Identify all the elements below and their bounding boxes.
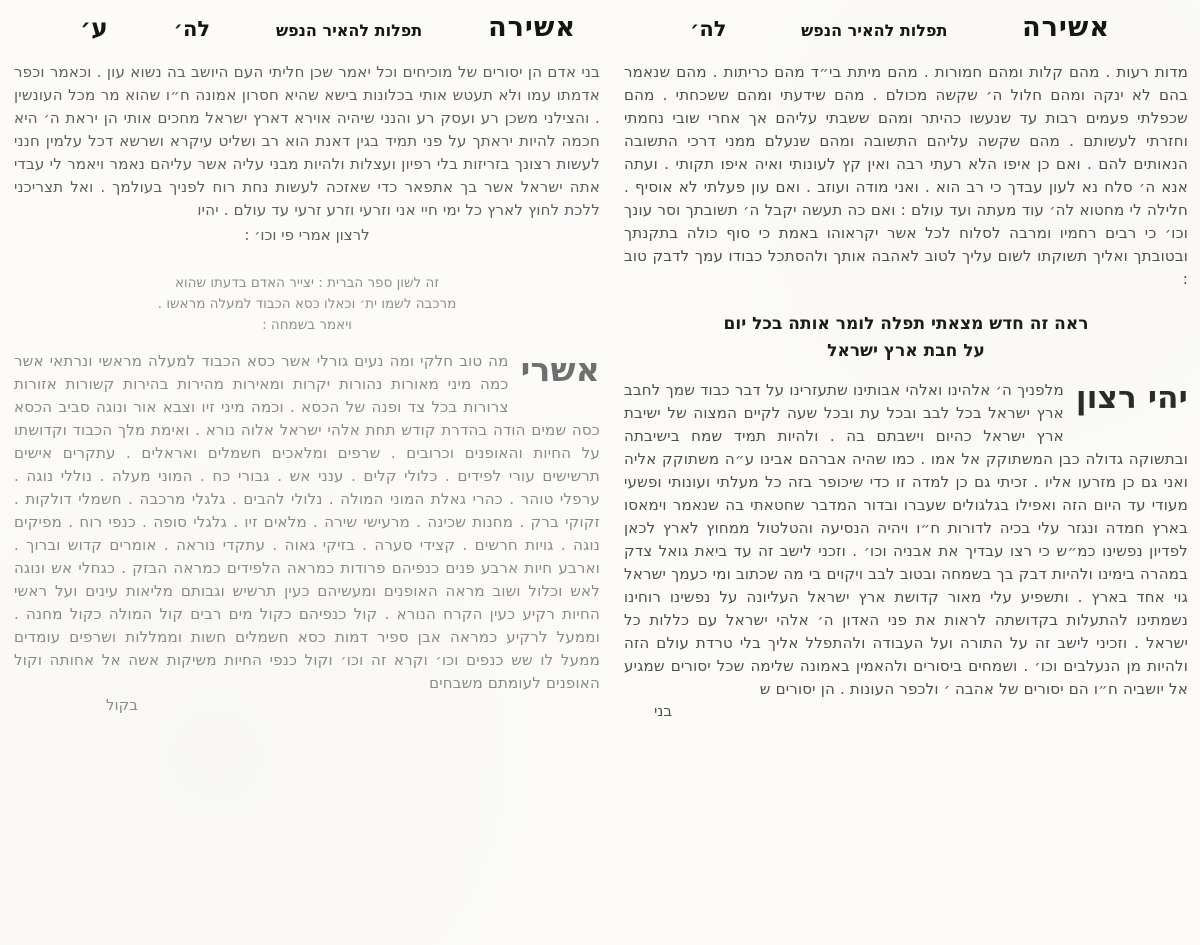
yehi-ratzon-prayer-text: מלפניך ה׳ אלהינו ואלהי אבותינו שתעזרינו על דבר כבוד שמך לחבב ארץ ישראל בכל לבב ובכל עת ובכל שעה לקיים המצוה של ישיבת ארץ ישראל כהיום וישבתם בה . ולהיות תמיד שמח בישיבתה ובתשוקה גדולה כבן המשתוקק אל אמו . כמו שהיה אברהם אבינו ע״ה משתוקק אליה ואני גם כן מזרעו אליו . זכיתי גם כן למדה זו כדי שיכופר בזה כל מעלתי ועונותי ופשעי מעודי עד היום הזה ואפילו בגלגולים שעברו ובדור המדבר שחטאתי בה שנאמר וימאסו בארץ חמדה ונגזר עלי בכיה לדורות ח״ו ויהיה הנסיעה והטלטול ממחוץ לארץ לכאן לפדיון נפשינו כמ״ש כי רצו עבדיך את אבניה וכו׳ . וזכני לישב זה עד ביאת גואל צדק במהרה בימינו ולהיות דבק בך בשמחה ובטוב לבב ויקוים בי מה שכתוב ומי כעמך ישראל גוי אחד בארץ . ותשפיע עלי מאור קדושת ארץ ישראל העליונה על נפשינו רוחינו נשמתינו להתעלות בקדושתה לראות את פני האדון ה׳ אלהי ישראל עם כללות כל ישראל . וזכיני לישב זה על התורה ועל העבודה ולהתפלל אליך בלי טרדת עולם הזה ולהיות מן הנעלבים וכו׳ . ושמחים ביסורים ולהאמין באמונה שלימה שכל יסורים שמגיע אל יושביה ח״ו הם יסורים של אהבה ׳ ולכפר העונות . הן יסורים ש [624, 381, 1188, 698]
heading-line: ראה זה חדש מצאתי תפלה לומר אותה בכל יום [723, 314, 1089, 334]
page-right [624, 0, 1188, 720]
note-line: ויאמר בשמחה : [262, 317, 352, 333]
ashrei-opening-word: אשרי [520, 350, 600, 389]
left-catchword: בקול [106, 696, 138, 714]
note-line: מרכבה לשמו ית׳ וכאלו כסא הכבוד למעלה מראשו . [157, 296, 457, 312]
right-catchword: בני [654, 702, 673, 720]
section-title: תפלות להאיר הנפש [275, 21, 423, 40]
sefer-habrit-note [14, 273, 600, 336]
new-prayer-heading [624, 311, 1188, 365]
left-page-header [14, 12, 600, 43]
folio-number: לה׳ [690, 17, 727, 41]
ashrei-prayer-text: מה טוב חלקי ומה נעים גורלי אשר כסא הכבוד למעלה מראשי ונרתאי אשר כמה מיני מאורות נהורות יקרות ומאירות מהירות בהירות קשורות אזורות צרורות בכל צד ופנה של הכסא . וכמה מיני זיו וצבא אור ונוגה סביב הכסא כסה שמים הודה בהדרת קודש תחת אלהי ישראל אלוה נורא . ואימת מלך הכבוד וקדושתו על החיות והאופנים וכרובים . שרפים ומלאכים חשמלים ואראלים . עתקרים אישים תרשישים עורי לפידים . כלולי קלים . ענני אש . גבורי כח . המוני מעלה . נוללי נוגה . ערפלי טוהר . כהרי גאלת המוני המולה . נלולי להבים . גלגלי מרכבה . חשמלי דולקות . זקוקי ברק . מחנות שכינה . מרעישי שירה . מלאים זיו . גלגלי סופה . כנפי רוח . מפיקים נוגה . גויות חרשים . קצידי סערה . בזיקי גאוה . עתקדי נוראה . אומרים קדוש וברוך . וארבע חיות ארבע פנים כנפיהם פרודות כמראה הלפידים כמראה הבזק . כגחלי אש ונוגה לאש וכלול ושוב מראה האופנים ומעשיהם כעין תרשיש וגבותם מליאות עינים ועל ראשי החיות רקיע כעין הקרח הנורא . קול כנפיהם כקול מים רבים קול המולה כקול מחנה . וממעל לרקיע כמראה אבן ספיר דמות כסא חשמלים חשות וממללות ושרפים עומדים ממעל לו שש כנפים וכו׳ וקרא זה וכו׳ וקול כנפי החיות משיקות אשה אל אחותה וקול האופנים לעומתם משבחים [14, 352, 600, 692]
ashrei-prayer [14, 350, 600, 695]
page-left [14, 0, 600, 714]
note-line: זה לשון ספר הברית : יצייר האדם בדעתו שהוא [174, 275, 440, 291]
heading-line: על חבת ארץ ישראל [827, 341, 985, 361]
yehi-ratzon-prayer [624, 379, 1188, 701]
left-opening-paragraph: בני אדם הן יסורים של מוכיחים וכל יאמר שכן חליתי העם היושב בה נשוא עון . וכאמר וכפר אדמתו עמו ולא תעטש אותי בכלונות בישא שהיא חסרון אמונה ח״ו שהוא מר מכל העונשין . והצילני משכן רע ועסק רע והנני שיהיה אוירא דארץ ישראל מחכים אותי הן יראת ה׳ היא חכמה להיות יראתך על פני תמיד בגין דאנת הוא רב ושליט עיקרא ושרשא דכל עלמין חנני לעשות רצונך בזריזות בלי רפיון ועצלות ולהיות מבני עליה אשר עליהם נאמר ויאמר לי עבדי אתה ישראל אשר בך אתפאר כדי שאזכה לעשות נחת רוח לפניך בעולמך . ואל תצריכני ללכת לחוץ לארץ כל ימי חיי אני וזרעי וזרע זרעי עד עולם . יהיו [14, 63, 600, 219]
folio-number: לה׳ [173, 17, 211, 41]
section-title: תפלות להאיר הנפש [801, 21, 948, 40]
left-closing-line: לרצון אמרי פי וכו׳ : [244, 226, 370, 244]
book-title: אשירה [488, 12, 576, 43]
right-page-header [624, 12, 1188, 43]
yehi-ratzon-opening-word: יהי רצון [1075, 380, 1188, 416]
book-title: אשירה [1022, 12, 1110, 43]
page-number: ע׳ [80, 13, 108, 42]
right-opening-paragraph: מדות רעות . מהם קלות ומהם חמורות . מהם מיתת בי״ד מהם כריתות . מהם שנאמר בהם לא ינקה ומהם חלול ה׳ שקשה מכולם . מהם שידעתי ומהם ששכחתי . מהם שכפלתי פעמים רבות עד שנעשו כהיתר ומהם ששבתי עליהם אך אחרי שובי נחמתי וחזרתי לעשותם . מהם שקשה עליהם התשובה ומהם שנעלם ממני דרכי התשובה הנאותים להם . ואם כן איפו הלא רעתי רבה ואין קץ לעונותי ואיה איפו תקותי . ועתה אנא ה׳ סלח נא לעון עבדך כי רב הוא . ואני מודה ועוזב . ואם עון פעלתי לא אוסיף . חלילה לי מחטוא לה׳ עוד מעתה ועד עולם : ואם כה תעשה יקבל ה׳ תשובתך וסר עונך וכו׳ כי רבים רחמיו ומרבה לסלוח לכל אשר יקראוהו באמת כי סוף כולה בתקנתך ובטובתך ואליך תשוקתו לשום עליך לטוב לאהבה אותך ולהסתכל כבודו עמך לדבק טוב : [624, 63, 1188, 288]
